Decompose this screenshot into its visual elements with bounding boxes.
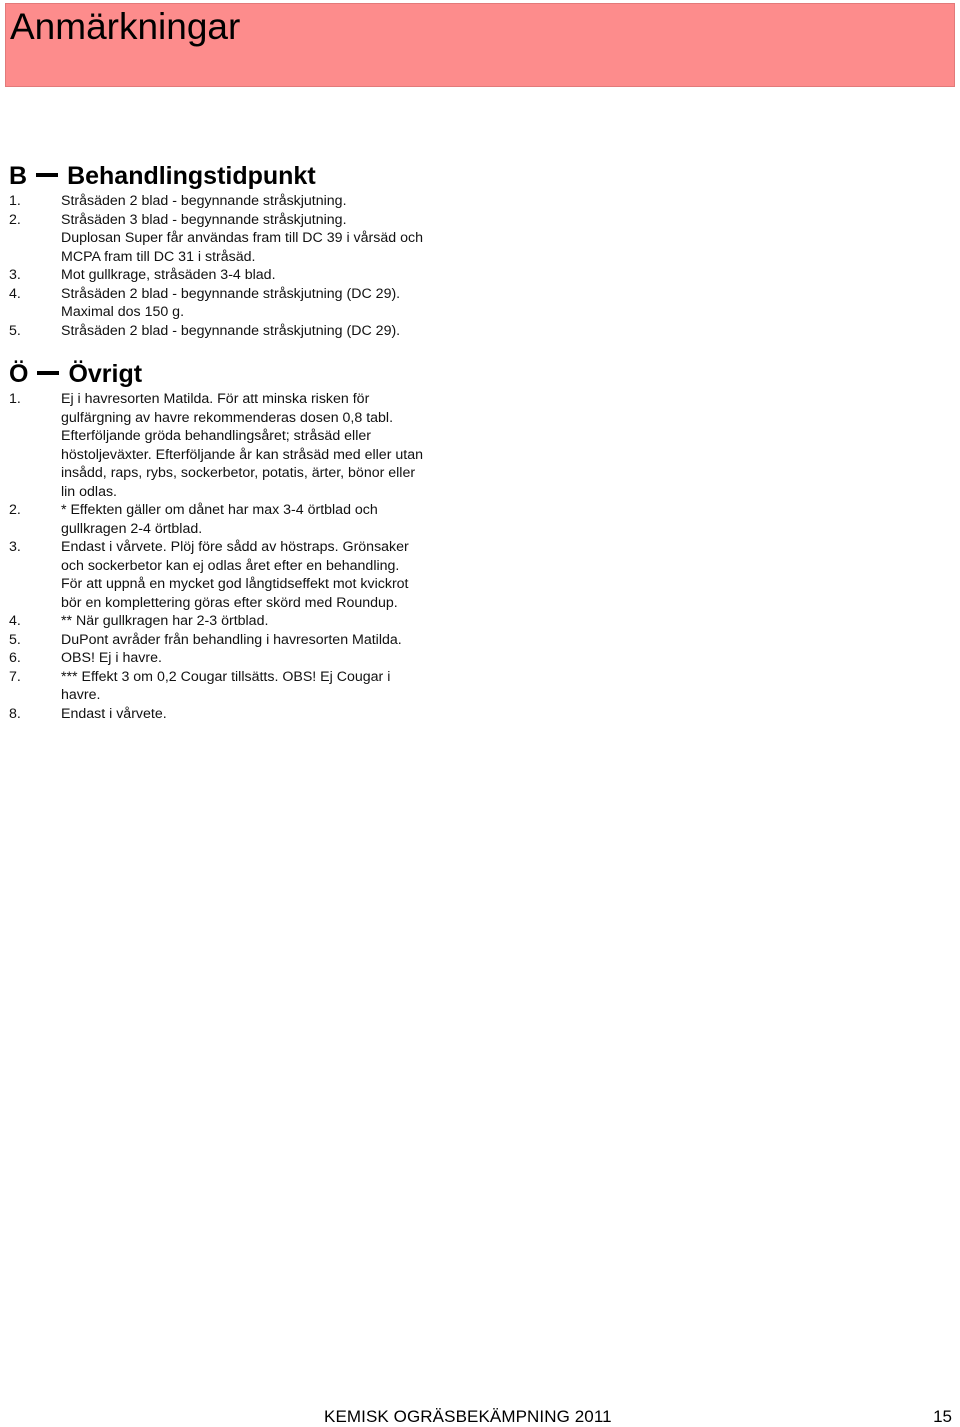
item-line: höstoljeväxter. Efterföljande år kan stråsäd med eller utan [61, 446, 423, 463]
item-line: OBS! Ej i havre. [61, 650, 162, 666]
notes-list-b [9, 192, 469, 340]
item-number: 1. [9, 391, 21, 407]
page-title: Anmärkningar [10, 6, 241, 47]
list-item [9, 322, 469, 341]
list-item [9, 705, 469, 724]
item-number: 2. [9, 211, 21, 228]
item-number: 5. [9, 322, 21, 339]
section-letter: Ö [9, 360, 29, 388]
list-item [9, 501, 469, 538]
list-item [9, 390, 469, 501]
item-line: Stråsäden 2 blad - begynnande stråskjutning. [61, 193, 347, 209]
footer-title: KEMISK OGRÄSBEKÄMPNING 2011 [324, 1407, 612, 1426]
item-line: gullkragen 2-4 örtblad. [61, 520, 203, 537]
item-number: 3. [9, 267, 21, 283]
item-text [61, 192, 469, 211]
item-number: 2. [9, 502, 21, 518]
item-number: 8. [9, 705, 21, 722]
section-heading-o [9, 358, 469, 390]
item-line: ** När gullkragen har 2-3 örtblad. [61, 613, 269, 629]
item-text [61, 668, 469, 705]
title-banner [5, 3, 955, 87]
item-number: 4. [9, 613, 21, 629]
section-letter: B [9, 162, 28, 190]
item-line: Efterföljande gröda behandlingsåret; stråsäd eller [61, 428, 371, 444]
item-number: 7. [9, 668, 21, 685]
item-line: *** Effekt 3 om 0,2 Cougar tillsätts. OBS! Ej Cougar i [61, 668, 391, 685]
list-item [9, 668, 469, 705]
page-number: 15 [933, 1407, 952, 1426]
item-line: DuPont avråder från behandling i havresorten Matilda. [61, 631, 402, 648]
item-line: * Effekten gäller om dånet har max 3-4 örtblad och [61, 502, 378, 518]
item-number: 5. [9, 631, 21, 648]
section-heading-b [9, 160, 469, 192]
item-line: och sockerbetor kan ej odlas året efter en behandling. [61, 557, 400, 574]
item-number: 6. [9, 650, 21, 666]
item-line: För att uppnå en mycket god långtidseffekt mot kvickrot [61, 576, 409, 592]
item-text [61, 285, 469, 322]
item-text [61, 501, 469, 538]
item-line: Mot gullkrage, stråsäden 3-4 blad. [61, 267, 276, 283]
notes-content [9, 160, 469, 723]
notes-list-o [9, 390, 469, 723]
item-text [61, 538, 469, 612]
item-line: Maximal dos 150 g. [61, 304, 185, 320]
list-item [9, 192, 469, 211]
item-text [61, 322, 469, 341]
item-line: Endast i vårvete. Plöj före sådd av höstraps. Grönsaker [61, 539, 409, 555]
item-text [61, 705, 469, 724]
item-line: Stråsäden 2 blad - begynnande stråskjutning (DC 29). [61, 322, 401, 339]
item-number: 3. [9, 539, 21, 555]
item-line: Duplosan Super får användas fram till DC 39 i vårsäd och [61, 230, 423, 246]
list-item [9, 266, 469, 285]
item-text [61, 649, 469, 668]
list-item [9, 285, 469, 322]
list-item [9, 538, 469, 612]
item-number: 4. [9, 285, 21, 302]
list-item [9, 612, 469, 631]
item-text [61, 211, 469, 267]
item-line: havre. [61, 687, 101, 703]
item-line: Endast i vårvete. [61, 705, 167, 722]
item-text [61, 612, 469, 631]
item-line: insådd, raps, rybs, sockerbetor, potatis, ärter, bönor eller [61, 465, 416, 481]
item-number: 1. [9, 193, 21, 209]
item-line: bör en komplettering göras efter skörd med Roundup. [61, 594, 398, 611]
item-line: lin odlas. [61, 483, 117, 500]
item-line: Stråsäden 2 blad - begynnande stråskjutning (DC 29). [61, 285, 401, 302]
section-title: Övrigt [68, 360, 143, 388]
heading-dash [37, 371, 59, 375]
list-item [9, 211, 469, 267]
list-item [9, 649, 469, 668]
item-text [61, 266, 469, 285]
heading-dash [36, 173, 58, 177]
item-line: Stråsäden 3 blad - begynnande stråskjutning. [61, 211, 347, 228]
item-line: gulfärgning av havre rekommenderas dosen 0,8 tabl. [61, 409, 394, 426]
item-text [61, 631, 469, 650]
section-title: Behandlingstidpunkt [67, 162, 316, 190]
item-line: MCPA fram till DC 31 i stråsäd. [61, 248, 256, 265]
item-text [61, 390, 469, 501]
list-item [9, 631, 469, 650]
item-line: Ej i havresorten Matilda. För att minska risken för [61, 391, 370, 407]
